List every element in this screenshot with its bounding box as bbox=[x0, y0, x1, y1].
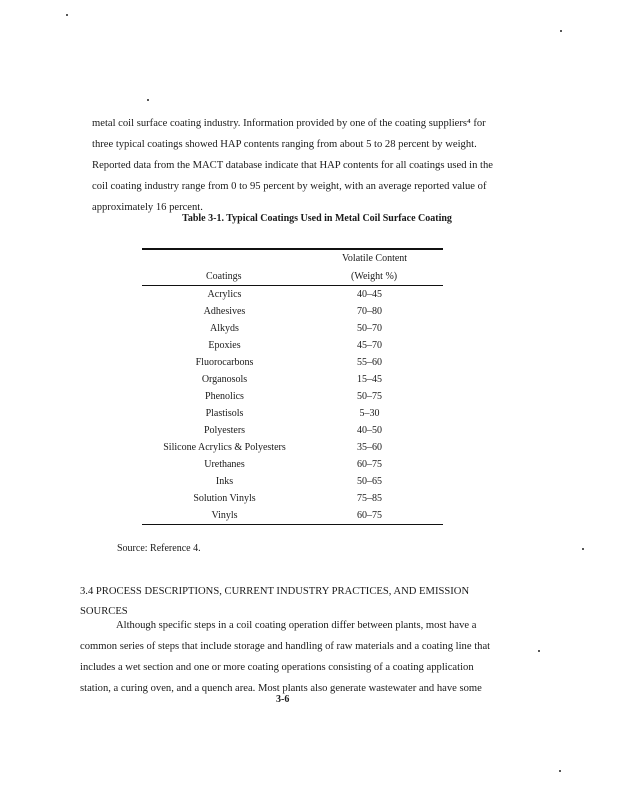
volatile-content: 50–70 bbox=[357, 323, 382, 334]
scan-speck bbox=[559, 770, 561, 772]
table-row bbox=[142, 340, 443, 357]
table-row bbox=[142, 408, 443, 425]
intro-line: coil coating industry range from 0 to 95 percent by weight, with an average reported value of bbox=[92, 181, 487, 192]
coating-name: Vinyls bbox=[211, 510, 238, 521]
volatile-content: 40–45 bbox=[357, 289, 382, 300]
body-line: Although specific steps in a coil coating operation differ between plants, most have a bbox=[116, 620, 477, 631]
table-row bbox=[142, 442, 443, 459]
coating-name: Adhesives bbox=[203, 306, 246, 317]
table-row bbox=[142, 323, 443, 340]
intro-line: Reported data from the MACT database indicate that HAP contents for all coatings used in the bbox=[92, 160, 493, 171]
table-source-note: Source: Reference 4. bbox=[117, 543, 201, 554]
section-heading-line: SOURCES bbox=[80, 606, 128, 617]
table-header-coatings: Coatings bbox=[206, 271, 242, 282]
volatile-content: 55–60 bbox=[357, 357, 382, 368]
body-line: common series of steps that include storage and handling of raw materials and a coating line that bbox=[80, 641, 491, 652]
coating-name: Solution Vinyls bbox=[193, 493, 256, 504]
scan-speck bbox=[560, 30, 562, 32]
body-line: includes a wet section and one or more coating operations consisting of a coating application bbox=[80, 662, 474, 673]
volatile-content: 50–75 bbox=[357, 391, 382, 402]
volatile-content: 60–75 bbox=[357, 510, 382, 521]
volatile-content: 35–60 bbox=[357, 442, 382, 453]
table-row bbox=[142, 459, 443, 476]
table-row bbox=[142, 374, 443, 391]
coating-name: Acrylics bbox=[207, 289, 242, 300]
table-top-rule bbox=[142, 248, 443, 250]
table-header-weight: (Weight %) bbox=[351, 271, 398, 282]
table-caption: Table 3-1. Typical Coatings Used in Metal Coil Surface Coating bbox=[182, 213, 452, 224]
intro-line: metal coil surface coating industry. Information provided by one of the coating suppliers⁴ for bbox=[92, 118, 486, 129]
table-row bbox=[142, 357, 443, 374]
table-row bbox=[142, 493, 443, 510]
table-row bbox=[142, 289, 443, 306]
intro-line: approximately 16 percent. bbox=[92, 202, 203, 213]
scan-speck bbox=[582, 548, 584, 550]
section-heading-line: 3.4 PROCESS DESCRIPTIONS, CURRENT INDUSTRY PRACTICES, AND EMISSION bbox=[80, 586, 470, 597]
volatile-content: 60–75 bbox=[357, 459, 382, 470]
volatile-content: 70–80 bbox=[357, 306, 382, 317]
table-row bbox=[142, 306, 443, 323]
intro-line: three typical coatings showed HAP contents ranging from about 5 to 28 percent by weight. bbox=[92, 139, 477, 150]
scan-speck bbox=[147, 99, 149, 101]
volatile-content: 45–70 bbox=[357, 340, 382, 351]
section-heading bbox=[80, 582, 469, 622]
volatile-content: 15–45 bbox=[357, 374, 382, 385]
coating-name: Silicone Acrylics & Polyesters bbox=[163, 442, 286, 453]
volatile-content: 75–85 bbox=[357, 493, 382, 504]
scan-speck bbox=[66, 14, 68, 16]
volatile-content: 50–65 bbox=[357, 476, 382, 487]
page-number: 3-6 bbox=[276, 694, 290, 705]
body-line: station, a curing oven, and a quench area. Most plants also generate wastewater and have some bbox=[80, 683, 482, 694]
coating-name: Epoxies bbox=[208, 340, 241, 351]
volatile-content: 40–50 bbox=[357, 425, 382, 436]
coating-name: Plastisols bbox=[205, 408, 244, 419]
coating-name: Inks bbox=[215, 476, 234, 487]
coating-name: Organosols bbox=[201, 374, 248, 385]
volatile-content: 5–30 bbox=[359, 408, 380, 419]
coating-name: Alkyds bbox=[210, 323, 239, 334]
table-row bbox=[142, 476, 443, 493]
scan-speck bbox=[538, 650, 540, 652]
coating-name: Phenolics bbox=[205, 391, 244, 402]
table-row bbox=[142, 391, 443, 408]
table-bottom-rule bbox=[142, 524, 443, 525]
coating-name: Urethanes bbox=[204, 459, 245, 470]
coating-name: Polyesters bbox=[203, 425, 246, 436]
table-row bbox=[142, 425, 443, 442]
table-header-volatile: Volatile Content bbox=[342, 253, 408, 264]
coating-name: Fluorocarbons bbox=[195, 357, 254, 368]
table-header-rule bbox=[142, 285, 443, 286]
